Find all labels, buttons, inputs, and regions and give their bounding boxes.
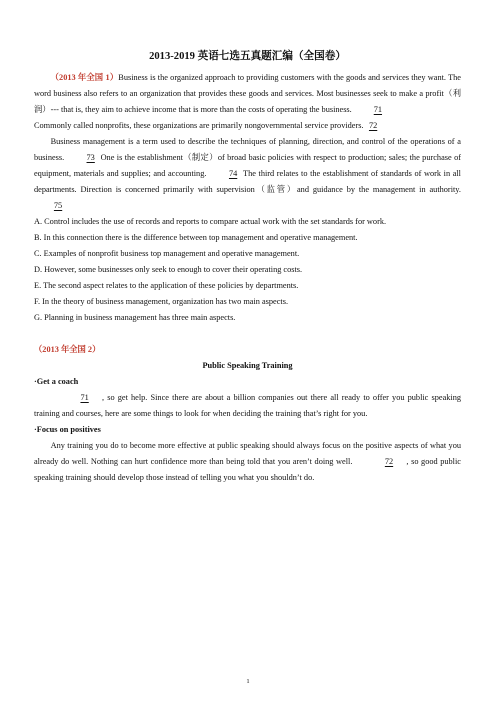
blank-71-b: 71 <box>80 393 89 402</box>
source-label-2: （2013 年全国 2） <box>34 345 101 354</box>
page-title: 2013-2019 英语七选五真题汇编（全国卷） <box>149 51 346 62</box>
option-c: C. Examples of nonprofit business top management and operative management. <box>34 249 300 258</box>
passage1-paragraph3: Business management is a term used to describe the techniques of planning, direction, and control of the operations of a business. 73 One is the establishment（制定）of broad basic policies with respect to production; sales; the purchase of equipment, materials and supplies; and accounting. 74 The third relates to the establishment of standards of work in all departments. Direction is concerned primarily with supervision（监管）and guidance by the management in authority. 75 <box>34 134 461 214</box>
blank-71: 71 <box>373 105 383 114</box>
option-b: B. In this connection there is the difference between top management and operative management. <box>34 233 358 242</box>
blank-74: 74 <box>228 169 238 178</box>
passage1-paragraph2: Commonly called nonprofits, these organizations are primarily nongovernmental service providers. 72 <box>34 118 461 134</box>
option-e: E. The second aspect relates to the application of these policies by departments. <box>34 281 299 290</box>
page-number: 1 <box>246 678 250 685</box>
section-spacer <box>34 326 461 342</box>
passage2-title: Public Speaking Training <box>202 361 293 370</box>
source-label: （2013 年全国 1） <box>50 73 119 82</box>
option-d: D. However, some businesses only seek to enough to cover their operating costs. <box>34 265 303 274</box>
blank-72: 72 <box>368 121 378 130</box>
blank-73: 73 <box>86 153 95 162</box>
option-a: A. Control includes the use of records and reports to compare actual work with the set standards for work. <box>34 217 387 226</box>
passage1-paragraph1: （2013 年全国 1）Business is the organized approach to providing customers with the goods and services they want. The word business also refers to an organization that provides these goods and services. Most businesses seek to make a profit（利润）--- that is, they aim to achieve income that is more than the costs of operating the business. 71 <box>34 70 461 118</box>
passage2-paragraph2: Any training you do to become more effective at public speaking should always focus on the positive aspects of what you already do well. Nothing can hurt confidence more than being told that you aren’t doing well. 72 , so good public speaking training should develop those instead of telling you what you shouldn’t do. <box>34 441 461 482</box>
document-body <box>34 50 461 486</box>
subheading-focus-on-positives: ·Focus on positives <box>34 425 101 434</box>
option-g: G. Planning in business management has three main aspects. <box>34 313 236 322</box>
option-f: F. In the theory of business management, organization has two main aspects. <box>34 297 289 306</box>
passage2-paragraph1: 71 , so get help. Since there are about a billion companies out there all ready to offer you public speaking training and courses, here are some things to look for when deciding the training that’s right for you. <box>34 390 461 422</box>
blank-72-b: 72 <box>384 457 394 466</box>
blank-75: 75 <box>53 201 63 210</box>
subheading-get-a-coach: ·Get a coach <box>34 377 79 386</box>
